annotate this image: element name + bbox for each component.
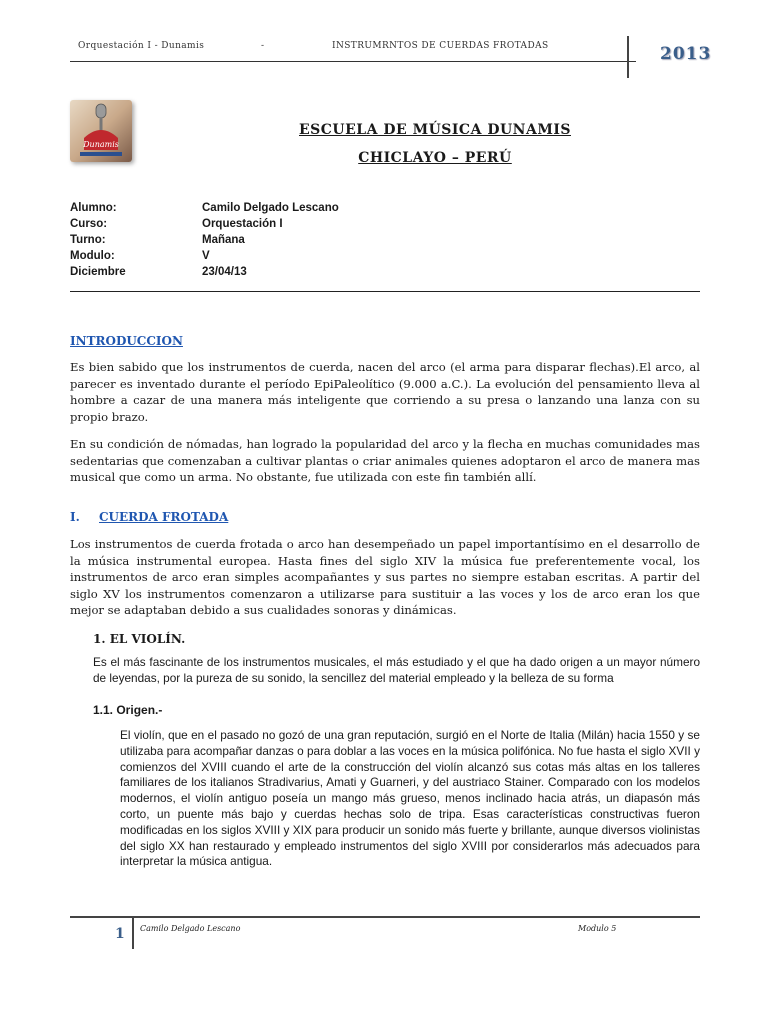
info-label: Alumno: xyxy=(70,202,117,214)
school-name-title: ESCUELA DE MÚSICA DUNAMIS xyxy=(299,122,571,138)
info-label: Curso: xyxy=(70,218,108,230)
intro-heading: INTRODUCCION xyxy=(70,334,183,348)
footer-module: Modulo 5 xyxy=(578,924,617,933)
footer-author: Camilo Delgado Lescano xyxy=(140,924,241,933)
origin-heading: 1.1. Origen.- xyxy=(93,703,163,717)
origin-paragraph: El violín, que en el pasado no gozó de una gran reputación, surgió en el Norte de Italia (Milán) hacia 1550 y se utilizaba para acompañar danzas o para doblar a las voces en la música polifónica. No fue hasta el siglo XVII y comienzos del XVIII cuando el arte de la construcción del violín alcanzó sus cotas más altas en los talleres familiares de los italianos Stradivarius, Amati y Guarneri, y del austriaco Stainer. Comparado con los modelos modernos, el violín antiguo poseía un mango más grueso, menos inclinado hacia atrás, un diapasón más corto, un puente más bajo y cuerdas hechas solo de tripa. Esas características constructivas fueron modificadas en los siglos XVIII y XIX para producir un sonido más fuerte y brillante, aunque diversos violinistas del siglo XX han restaurado y empleado instrumentos del siglo XVIII por considerarlos más adecuados para interpretar la música antigua. xyxy=(120,728,700,869)
info-label: Diciembre xyxy=(70,266,126,278)
info-value: Mañana xyxy=(202,234,245,246)
school-logo xyxy=(70,100,132,162)
info-row-module xyxy=(70,248,339,264)
header-course-label: Orquestación I - Dunamis xyxy=(78,41,205,51)
info-value: Camilo Delgado Lescano xyxy=(202,202,339,214)
footer-rule xyxy=(70,916,700,918)
info-divider xyxy=(70,291,700,292)
info-row-student xyxy=(70,200,339,216)
info-row-shift xyxy=(70,232,339,248)
violin-heading: 1. EL VIOLÍN. xyxy=(93,632,186,646)
info-value: Orquestación I xyxy=(202,218,283,230)
intro-paragraph-2: En su condición de nómadas, han logrado la popularidad del arco y la flecha en muchas comunidades mas sedentarias que comenzaban a cultivar plantas o criar animales quienes adoptaron el arco de manera mas musical que como un arma. No obstante, fue utilizada con este fin también allí. xyxy=(70,437,700,484)
info-row-date xyxy=(70,264,339,280)
footer-divider xyxy=(132,916,134,949)
svg-text:Dunamis: Dunamis xyxy=(83,140,119,149)
student-info-block xyxy=(70,200,339,280)
header-separator: - xyxy=(261,41,265,51)
info-value: V xyxy=(202,250,210,262)
info-label: Modulo: xyxy=(70,250,115,262)
section-number: I. xyxy=(70,510,80,524)
section-paragraph: Los instrumentos de cuerda frotada o arco han desempeñado un papel importantísimo en el desarrollo de la música instrumental europea. Hasta fines del siglo XIV la música fue preferentemente vocal, los instrumentos de arco eran simples acompañantes y sus partes no siempre estaban escritas. A partir del siglo XV los instrumentos comenzaron a utilizarse para sustituir a las voces y los de arco eran los que mejor se adaptaban debido a sus cualidades sonoras y dinámicas. xyxy=(70,537,700,617)
header-document-title: INSTRUMRNTOS DE CUERDAS FROTADAS xyxy=(332,41,549,51)
info-value: 23/04/13 xyxy=(202,266,247,278)
header-year: 2013 xyxy=(660,44,712,64)
section-heading: CUERDA FROTADA xyxy=(99,510,229,524)
violin-paragraph: Es el más fascinante de los instrumentos musicales, el más estudiado y el que ha dado origen a un mayor número de leyendas, por la pureza de su sonido, la sencillez del material empleado y la belleza de su forma xyxy=(93,655,700,685)
header-rule xyxy=(70,61,636,62)
info-row-course xyxy=(70,216,339,232)
intro-paragraph-1: Es bien sabido que los instrumentos de cuerda, nacen del arco (el arma para disparar flechas).El arco, al parecer es inventado durante el período EpiPaleolítico (9.000 a.C.). La evolución del pensamiento lleva al hombre a cazar de una manera más inteligente que corriendo a su presa o lanzando una lanza con su propio brazo. xyxy=(70,360,700,424)
page-number: 1 xyxy=(115,926,125,942)
location-title: CHICLAYO – PERÚ xyxy=(358,150,512,166)
header-divider xyxy=(627,36,629,78)
info-label: Turno: xyxy=(70,234,106,246)
